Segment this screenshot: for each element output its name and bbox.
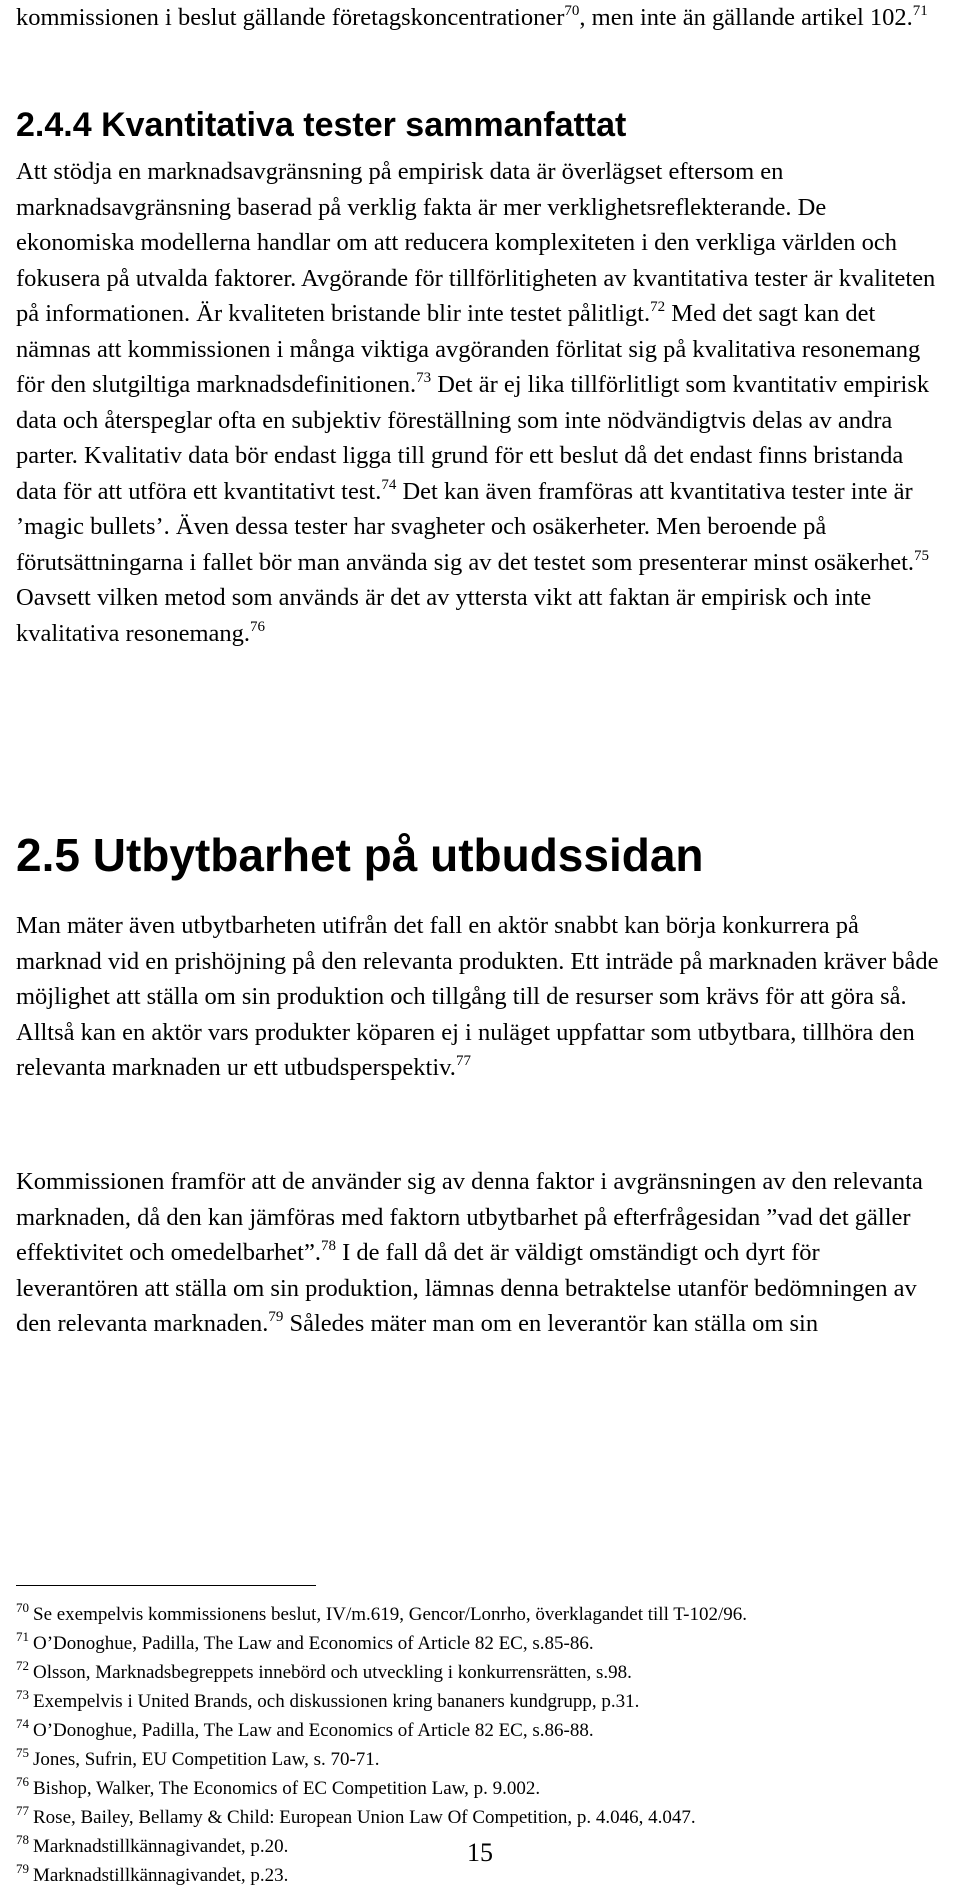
footnote-74	[16, 1716, 946, 1745]
page-number: 15	[467, 1838, 493, 1867]
footnote-73	[16, 1687, 946, 1716]
footnote-77	[16, 1803, 946, 1832]
footnote-text: O’Donoghue, Padilla, The Law and Economics of Article 82 EC, s.86-88.	[33, 1720, 594, 1741]
footnote-text: Rose, Bailey, Bellamy & Child: European Union Law Of Competition, p. 4.046, 4.047.	[33, 1807, 696, 1828]
footnote-number: 79	[16, 1861, 29, 1876]
footnote-75	[16, 1745, 946, 1774]
footnote-ref-74[interactable]: 74	[381, 476, 397, 493]
text-run: , men inte än gällande artikel 102.	[579, 4, 913, 31]
text-run: Således mäter man om en leverantör kan ställa om sin	[283, 1310, 819, 1337]
footnote-76	[16, 1774, 946, 1803]
footnote-ref-75[interactable]: 75	[914, 547, 930, 564]
text-run: Att stödja en marknadsavgränsning på empirisk data är överlägset eftersom en marknadsavgränsning baserad på verklig fakta är mer verklighetsreflekterande. De ekonomiska modellerna handlar om att reducera komplexiteten i den verkliga världen och fokusera på utvalda faktorer. Avgörande för tillförlitigheten av kvantitativa tester är kvaliteten på informationen. Är kvaliteten bristande blir inte testet pålitligt.	[16, 158, 936, 327]
footnote-number: 74	[16, 1716, 29, 1731]
footnote-71	[16, 1629, 946, 1658]
paragraph-2-4-4	[16, 154, 946, 651]
intro-paragraph	[16, 0, 946, 36]
footnote-ref-73[interactable]: 73	[416, 370, 432, 386]
text-run: Kommissionen framför att de använder sig av denna faktor i avgränsningen av den relevanta marknaden, då den kan jämföras med faktorn utbytbarhet på efterfrågesidan ”vad det gäller effektivitet och omedelbarhet”.	[16, 1168, 923, 1266]
text-run: Oavsett vilken metod som används är det av yttersta vikt att faktan är empirisk och inte kvalitativa resonemang.	[16, 584, 872, 647]
text-run: kommissionen i beslut gällande företagskoncentrationer	[16, 4, 565, 31]
paragraph-2-5-second	[16, 1164, 946, 1342]
footnote-ref-71[interactable]: 71	[912, 3, 928, 19]
footnote-70	[16, 1600, 946, 1629]
footnote-ref-70[interactable]: 70	[564, 3, 580, 19]
footnote-separator	[16, 1585, 316, 1586]
paragraph-2-5-first	[16, 908, 946, 1086]
footnote-number: 75	[16, 1745, 29, 1760]
text-run: I de fall då det är väldigt omständigt och dyrt för leverantören att ställa om sin produktion, lämnas denna betraktelse utanför bedömningen av den relevanta marknaden.	[16, 1239, 917, 1337]
footnote-number: 72	[16, 1658, 29, 1673]
footnote-text: Exempelvis i United Brands, och diskussionen kring bananers kundgrupp, p.31.	[33, 1691, 640, 1712]
footnote-ref-72[interactable]: 72	[650, 299, 666, 315]
footnote-number: 73	[16, 1687, 29, 1702]
footnote-ref-78[interactable]: 78	[320, 1238, 336, 1254]
footnote-text: Jones, Sufrin, EU Competition Law, s. 70-71.	[33, 1749, 380, 1770]
footnote-ref-77[interactable]: 77	[455, 1053, 471, 1069]
footnote-text: O’Donoghue, Padilla, The Law and Economics of Article 82 EC, s.85-86.	[33, 1633, 594, 1654]
section-heading-2-4-4: 2.4.4 Kvantitativa tester sammanfattat	[16, 106, 627, 144]
footnote-number: 78	[16, 1832, 29, 1847]
footnote-text: Se exempelvis kommissionens beslut, IV/m.619, Gencor/Lonrho, överklagandet till T-102/96.	[33, 1604, 747, 1625]
footnote-ref-79[interactable]: 79	[268, 1309, 284, 1325]
footnote-text: Marknadstillkännagivandet, p.23.	[33, 1865, 289, 1886]
section-heading-2-5: 2.5 Utbytbarhet på utbudssidan	[16, 829, 704, 881]
footnote-72	[16, 1658, 946, 1687]
footnote-number: 71	[16, 1629, 29, 1644]
footnote-number: 77	[16, 1803, 29, 1818]
footnote-text: Bishop, Walker, The Economics of EC Competition Law, p. 9.002.	[33, 1778, 541, 1799]
text-run: Det är ej lika tillförlitligt som kvantitativ empirisk data och återspeglar ofta en subjektiv föreställning som inte nödvändigtvis delas av andra parter. Kvalitativ data bör endast ligga till grund för ett beslut då det endast finns bristanda data för att utföra ett kvantitativt test.	[16, 371, 930, 505]
footnote-text: Olsson, Marknadsbegreppets innebörd och utveckling i konkurrensrätten, s.98.	[33, 1662, 632, 1683]
text-run: Det kan även framföras att kvantitativa tester inte är ’magic bullets’. Även dessa tester har svagheter och osäkerheter. Men beroende på förutsättningarna i fallet bör man använda sig av det testet som presenterar minst osäkerhet.	[16, 477, 915, 576]
text-run: Man mäter även utbytbarheten utifrån det fall en aktör snabbt kan börja konkurrera på marknad vid en prishöjning på den relevanta produkten. Ett inträde på marknaden kräver både möjlighet att ställa om sin produktion och tillgång till de resurser som krävs för att göra så. Alltså kan en aktör vars produkter köparen ej i nuläget uppfattar som utbytbara, tillhöra den relevanta marknaden ur ett utbudsperspektiv.	[16, 912, 939, 1081]
footnote-text: Marknadstillkännagivandet, p.20.	[33, 1836, 289, 1857]
footnote-number: 76	[16, 1774, 29, 1789]
text-run: Med det sagt kan det nämnas att kommissionen i många viktiga avgöranden förlitat sig på kvalitativa resonemang för den slutgiltiga marknadsdefinitionen.	[16, 300, 921, 398]
footnote-ref-76[interactable]: 76	[250, 618, 266, 635]
footnote-number: 70	[16, 1600, 29, 1615]
